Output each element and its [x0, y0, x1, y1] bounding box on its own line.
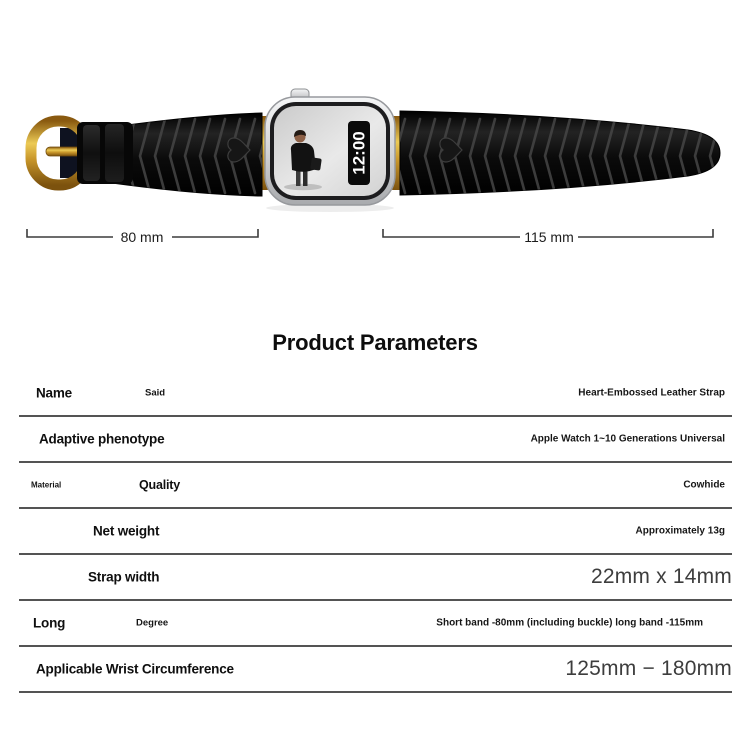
spec-table: [19, 371, 732, 693]
row-label: Name: [36, 385, 72, 401]
table-row-strap-width: [19, 555, 732, 601]
row-label: Applicable Wrist Circumference: [36, 661, 234, 677]
watch-body: [265, 89, 395, 205]
row-value: 125mm − 180mm: [565, 657, 732, 680]
row-label: Strap width: [88, 569, 160, 585]
product-photo: [0, 0, 750, 260]
handbag: [310, 157, 322, 170]
row-value: Approximately 13g: [635, 525, 725, 537]
row-label: Adaptive phenotype: [39, 431, 165, 447]
page-title: Product Parameters: [272, 330, 478, 355]
table-row-adaptive-phenotype: [19, 417, 732, 463]
row-value: Cowhide: [683, 479, 725, 491]
row-value: 22mm x 14mm: [590, 565, 732, 588]
watch-time: 12:00: [349, 131, 369, 175]
row-value: Short band -80mm (including buckle) long band -115mm: [436, 617, 703, 629]
row-label: Quality: [139, 478, 180, 492]
row-prelabel: Material: [31, 480, 62, 490]
table-row-material-quality: [19, 463, 732, 509]
table-row-net-weight: [19, 509, 732, 555]
long-strap: [400, 111, 720, 195]
short-strap: [112, 113, 262, 196]
row-label: Long: [33, 615, 66, 631]
table-row-name: [19, 371, 732, 417]
row-sublabel: Said: [145, 387, 166, 399]
row-sublabel: Degree: [136, 617, 169, 629]
long-band-dimension: 115 mm: [524, 229, 574, 245]
table-row-wrist-circumference: [19, 647, 732, 693]
row-value: Heart-Embossed Leather Strap: [578, 387, 725, 399]
short-band-dimension: 80 mm: [120, 229, 164, 245]
buckle: [31, 121, 133, 185]
table-row-length: [19, 601, 732, 647]
row-label: Net weight: [93, 523, 160, 539]
row-value: Apple Watch 1~10 Generations Universal: [530, 433, 725, 445]
